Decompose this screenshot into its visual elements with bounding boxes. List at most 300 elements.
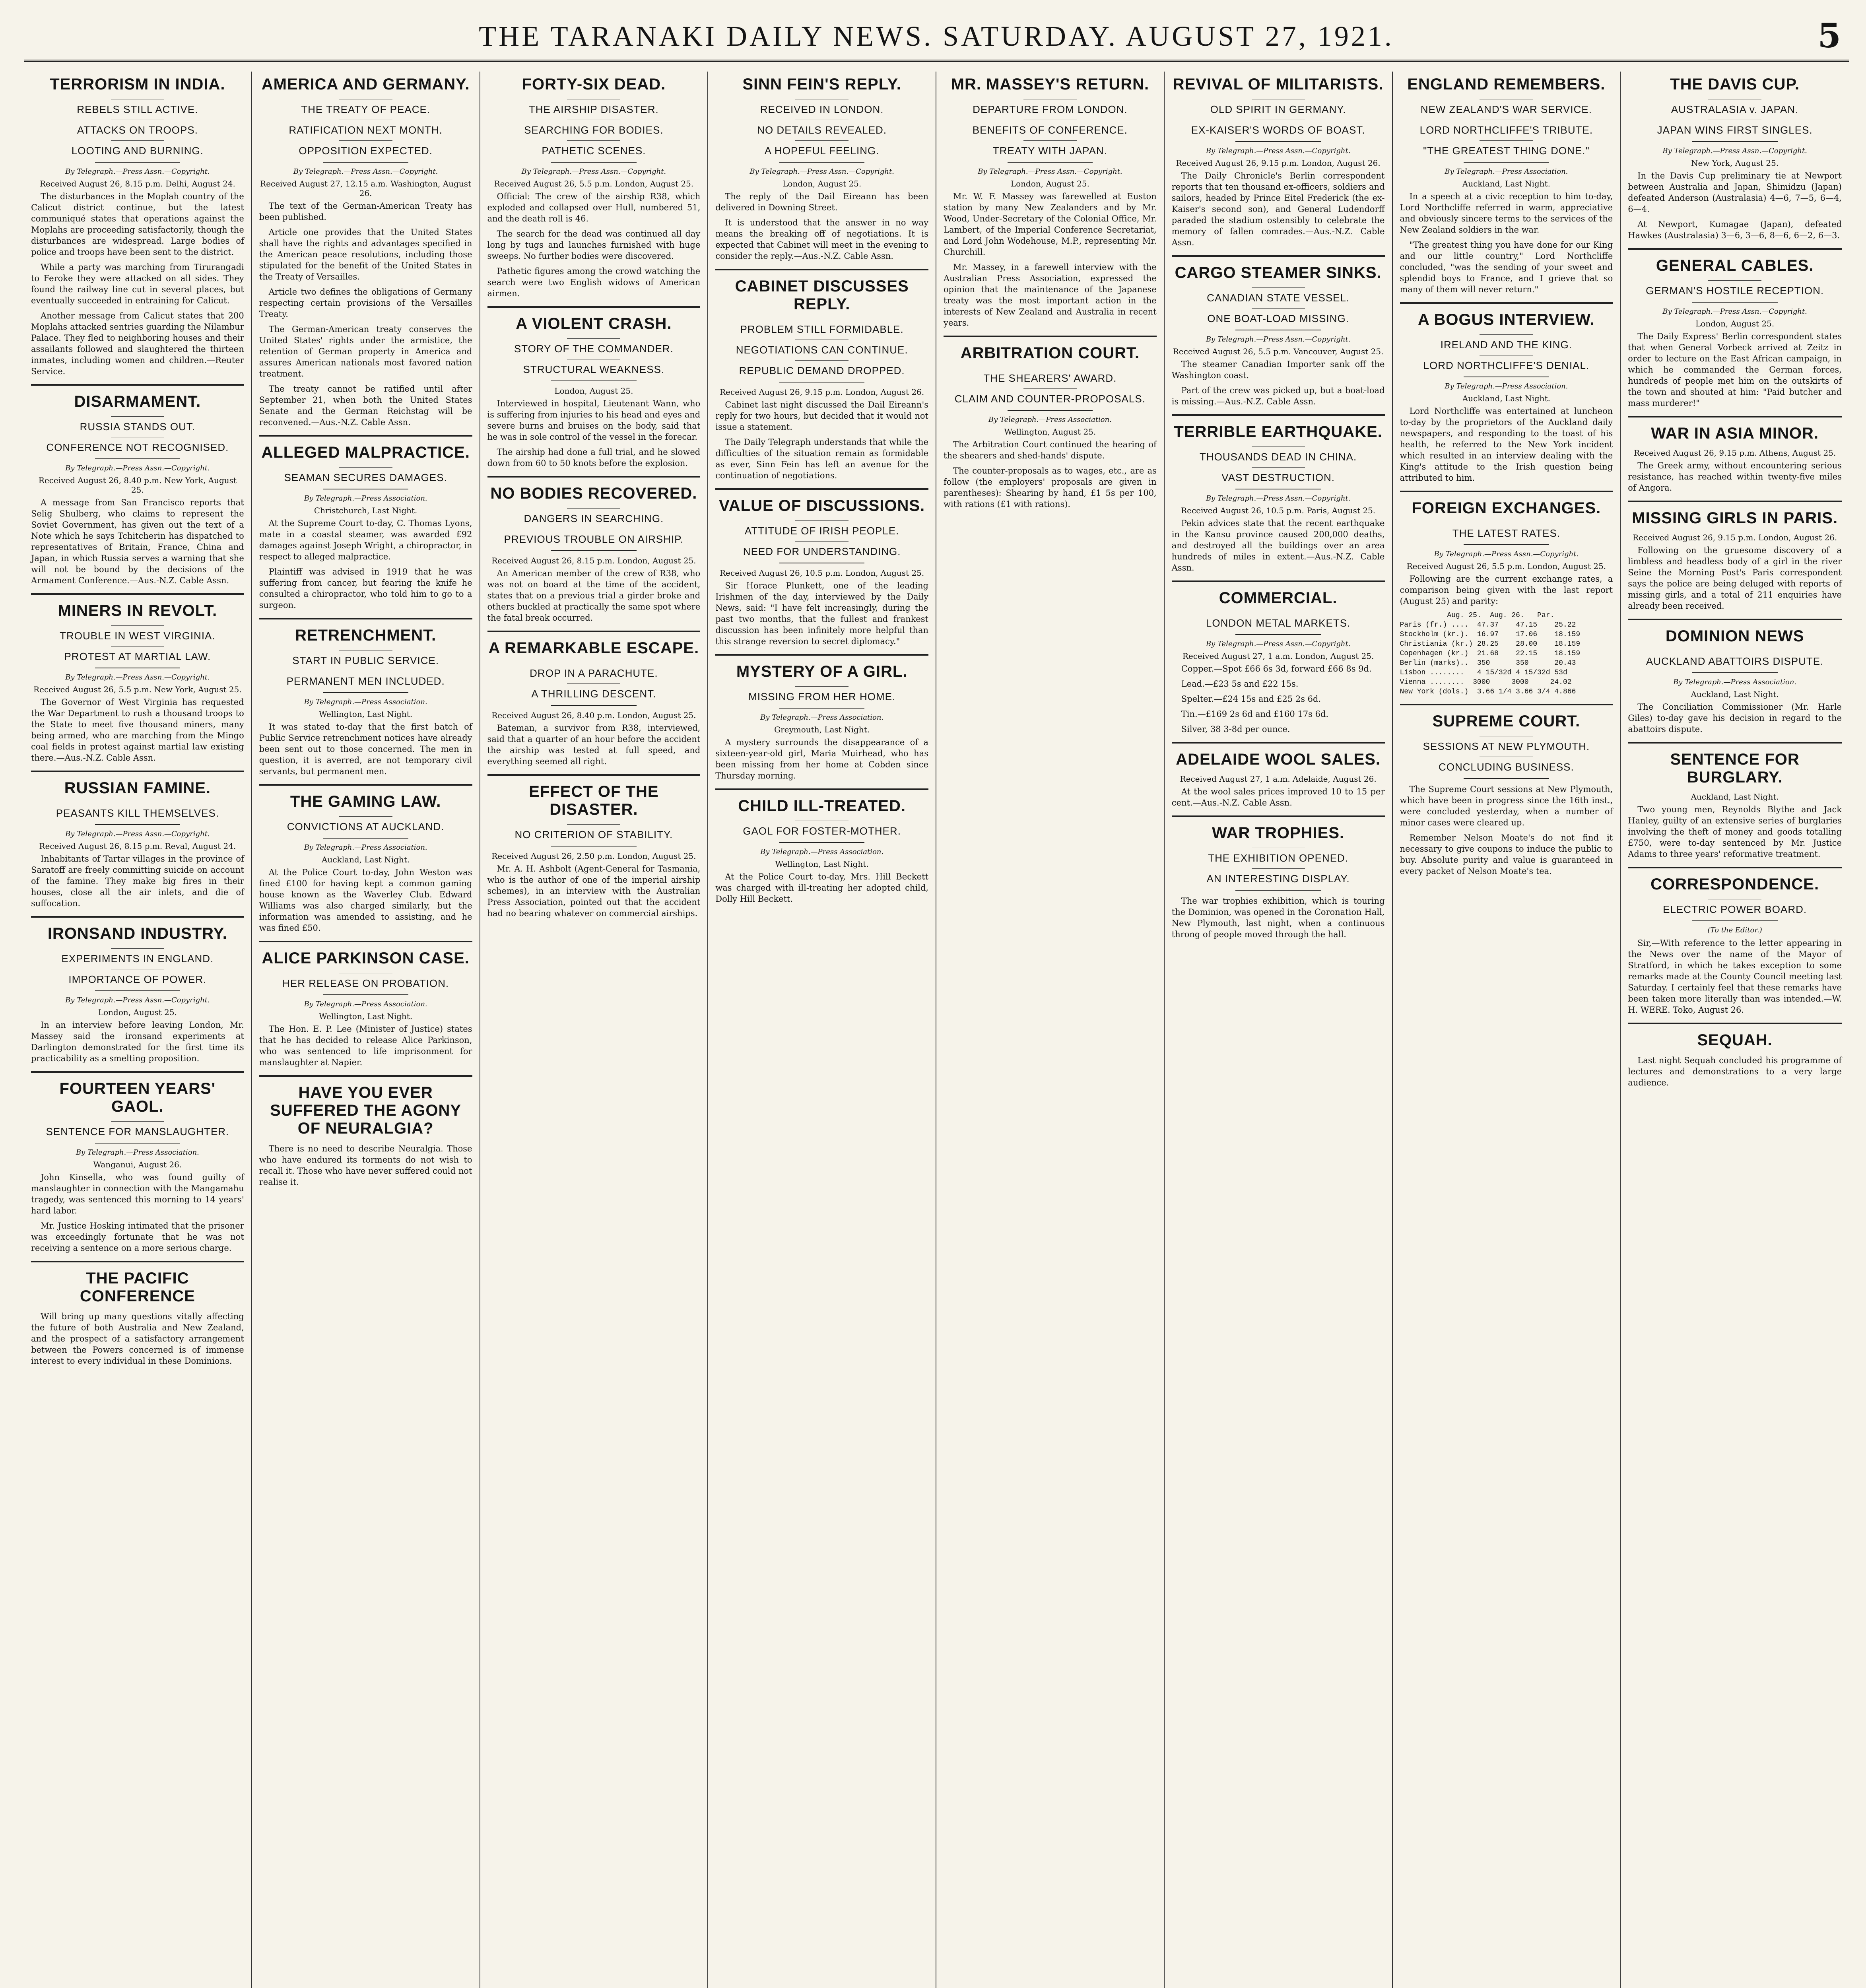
article (487, 476, 701, 623)
article (1628, 416, 1842, 493)
article (1172, 255, 1385, 407)
body-paragraph: Article two defines the obligations of Germany respecting certain provisions of the Versailles Treaty. (259, 287, 472, 319)
article-subheading: NO CRITERION OF STABILITY. (515, 829, 673, 841)
dateline: Received August 26, 5.5 p.m. London, August 25. (1406, 561, 1606, 571)
byline: By Telegraph.—Press Association. (76, 1148, 199, 1157)
article-headline: RUSSIAN FAMINE. (64, 779, 211, 797)
rule (1464, 162, 1549, 163)
section-divider (487, 306, 701, 308)
article-subheading: "THE GREATEST THING DONE." (1423, 145, 1590, 157)
article-subheading: AN INTERESTING DISPLAY. (1206, 873, 1350, 885)
section-divider (1172, 580, 1385, 582)
byline: By Telegraph.—Press Association. (760, 713, 884, 722)
section-divider (1628, 501, 1842, 502)
body-paragraph: Another message from Calicut states that 200 Moplahs attacked sentries guarding the Nilambur Palace. They fled to neighboring houses and their assailants followed and slaughtered the thirteen inmates, including women and children.—Reuter Service. (31, 311, 244, 376)
body-paragraph: Spelter.—£24 15s and £25 2s 6d. (1181, 694, 1321, 704)
article (487, 774, 701, 919)
body-paragraph: Lead.—£23 5s and £22 15s. (1181, 679, 1299, 689)
rule (567, 140, 620, 141)
section-divider (1628, 248, 1842, 250)
dateline: Auckland, Last Night. (1462, 179, 1550, 188)
article-headline: MISSING GIRLS IN PARIS. (1632, 509, 1838, 527)
body-paragraph: A message from San Francisco reports that Selig Shulberg, who claims to represent the Soviet Government, has given out the text of a Note which he says Tchitcherin has dispatched to representatives of Britain, France, China and Japan, in which Russia serves a warning that she will not be bound by the decisions of the Armament Conference.—Aus.-N.Z. Cable Assn. (31, 498, 244, 585)
article-subheading: THOUSANDS DEAD IN CHINA. (1199, 451, 1357, 463)
article (487, 76, 701, 299)
section-divider (1628, 416, 1842, 417)
byline: (To the Editor.) (1707, 926, 1762, 934)
article-subheading: THE AIRSHIP DISASTER. (528, 103, 659, 115)
column-1 (24, 72, 252, 1988)
article-subheading: NEW ZEALAND'S WAR SERVICE. (1420, 103, 1592, 115)
article-subheading: ONE BOAT-LOAD MISSING. (1207, 313, 1349, 324)
article-headline: A REMARKABLE ESCAPE. (488, 639, 699, 657)
article-subheading: STRUCTURAL WEAKNESS. (523, 363, 665, 375)
rule (779, 708, 864, 709)
dateline: Received August 27, 1 a.m. London, August 25. (1182, 651, 1374, 661)
body-paragraph: "The greatest thing you have done for our King and our little country," Lord Northcliffe concluded, "was the sending of your sweet and splendid boys to France, and I grieve that so many of them will never return." (1400, 240, 1613, 294)
section-divider (31, 916, 244, 918)
dateline: Received August 26, 9.15 p.m. London, August 26. (719, 387, 924, 397)
byline: By Telegraph.—Press Assn.—Copyright. (1206, 147, 1351, 155)
article-subheading: PEASANTS KILL THEMSELVES. (56, 807, 219, 819)
article-subheading: SEARCHING FOR BODIES. (524, 124, 664, 136)
body-paragraph: At the Police Court to-day, John Weston was fined £100 for having kept a common gaming house known as the Waverley Club. Edward Williams was also charged similarly, but the information was amended to assisting, and he was fined £50. (259, 868, 472, 933)
column-3 (480, 72, 709, 1988)
article (259, 784, 472, 934)
section-divider (259, 435, 472, 437)
rule (1023, 388, 1077, 389)
article-headline: IRONSAND INDUSTRY. (47, 925, 227, 942)
article-subheading: STORY OF THE COMMANDER. (514, 343, 674, 355)
section-divider (487, 774, 701, 776)
body-paragraph: Following on the gruesome discovery of a limbless and headless body of a girl in the river Seine the Morning Post's Paris correspondent says the police are being deluged with reports of missing girls, and a total of 211 enquiries have already been received. (1628, 546, 1842, 611)
article-subheading: OLD SPIRIT IN GERMANY. (1210, 103, 1346, 115)
rule (111, 140, 164, 141)
rule (1252, 467, 1305, 468)
body-paragraph: The reply of the Dail Eireann has been delivered in Downing Street. (715, 192, 928, 212)
body-paragraph: The Arbitration Court continued the hearing of the shearers and shed-hands' dispute. (944, 440, 1157, 460)
masthead (24, 16, 1849, 62)
byline: By Telegraph.—Press Association. (304, 698, 427, 706)
section-divider (1172, 414, 1385, 416)
rule (1480, 334, 1533, 335)
article-subheading: PROBLEM STILL FORMIDABLE. (740, 323, 904, 335)
body-paragraph: In the Davis Cup preliminary tie at Newport between Australia and Japan, Shimidzu (Japan) defeated Anderson (Australasia) 4—6, 7—5, 6—4, 6—4. (1628, 171, 1842, 214)
article-subheading: PATHETIC SCENES. (542, 145, 646, 157)
dateline: Auckland, Last Night. (1691, 689, 1779, 699)
rule (1464, 544, 1549, 545)
article (259, 1075, 472, 1188)
rule (1023, 140, 1077, 141)
article-headline: VALUE OF DISCUSSIONS. (719, 497, 925, 514)
article (31, 771, 244, 909)
rule (95, 458, 180, 459)
article-headline: COMMERCIAL. (1219, 589, 1338, 607)
dateline: New York, August 25. (1691, 158, 1779, 168)
article-subheading: CONVICTIONS AT AUCKLAND. (287, 821, 445, 833)
body-paragraph: While a party was marching from Tirurangadi to Feroke they were attacked on all sides. They found the railway line cut in several places, but eventually succeeded in entraining for Calicut. (31, 262, 244, 305)
article-subheading: OPPOSITION EXPECTED. (299, 145, 433, 157)
byline: By Telegraph.—Press Assn.—Copyright. (750, 167, 894, 176)
article (31, 1071, 244, 1254)
section-divider (715, 269, 928, 270)
article-subheading: AUCKLAND ABATTOIRS DISPUTE. (1646, 655, 1824, 667)
rule (1008, 162, 1093, 163)
article-headline: NO BODIES RECOVERED. (490, 485, 697, 502)
body-paragraph: Two young men, Reynolds Blythe and Jack Hanley, guilty of an extensive series of burglaries involving the theft of money and goods totalling £750, were to-day sentenced by Mr. Justice Adams to three years' reformative treatment. (1628, 805, 1842, 859)
article (1400, 302, 1613, 483)
article-subheading: VAST DESTRUCTION. (1221, 472, 1335, 483)
article (31, 916, 244, 1064)
body-paragraph: An American member of the crew of R38, who was not on board at the time of the accident, states that on a previous trial a girder broke and others buckled at practically the same spot where the fatal break occurred. (487, 569, 701, 623)
dateline: Wellington, Last Night. (319, 709, 413, 719)
article-subheading: DEPARTURE FROM LONDON. (973, 103, 1128, 115)
dateline: Received August 26, 9.15 p.m. Athens, August 25. (1633, 448, 1836, 458)
rule (1692, 672, 1778, 673)
section-divider (1400, 491, 1613, 492)
article-subheading: THE SHEARERS' AWARD. (983, 372, 1117, 384)
article-headline: WAR TROPHIES. (1212, 824, 1345, 842)
body-paragraph: At the Supreme Court to-day, C. Thomas Lyons, mate in a coastal steamer, was awarded £92 damages against Joseph Wright, a chiropractor, in respect to alleged malpractice. (259, 518, 472, 561)
dateline: Received August 26, 10.5 p.m. Paris, August 25. (1181, 506, 1376, 515)
article (1628, 76, 1842, 241)
article-subheading: PREVIOUS TROUBLE ON AIRSHIP. (504, 533, 684, 545)
article-headline: TERRIBLE EARTHQUAKE. (1174, 423, 1383, 441)
article-subheading: RATIFICATION NEXT MONTH. (289, 124, 443, 136)
section-divider (1400, 704, 1613, 705)
body-paragraph: The search for the dead was continued all day long by tugs and launches furnished with huge sweeps. No further bodies were discovered. (487, 229, 701, 261)
body-paragraph: Part of the crew was picked up, but a boat-load is missing.—Aus.-N.Z. Cable Assn. (1171, 386, 1385, 406)
rule (779, 162, 864, 163)
article-subheading: ATTITUDE OF IRISH PEOPLE. (744, 525, 899, 537)
body-paragraph: It was stated to-day that the first batch of Public Service retrenchment notices have already been sent out to those concerned. The men in question, it is averred, are not temporary civil servants, but permanent men. (259, 722, 472, 776)
article-subheading: TREATY WITH JAPAN. (992, 145, 1107, 157)
section-divider (1400, 302, 1613, 304)
article-subheading: AUSTRALASIA v. JAPAN. (1671, 103, 1799, 115)
article-subheading: DANGERS IN SEARCHING. (524, 513, 664, 524)
article-headline: CORRESPONDENCE. (1650, 876, 1819, 893)
article-headline: DISARMAMENT. (74, 393, 201, 410)
dateline: Greymouth, Last Night. (774, 725, 870, 734)
dateline: Wanganui, August 26. (93, 1160, 182, 1169)
article-subheading: GAOL FOR FOSTER-MOTHER. (743, 825, 901, 837)
section-divider (31, 1071, 244, 1073)
byline: By Telegraph.—Press Association. (1445, 167, 1568, 176)
article (31, 1261, 244, 1367)
dateline: Auckland, Last Night. (322, 855, 410, 864)
dateline: Received August 26, 9.15 p.m. London, August 26. (1632, 533, 1837, 542)
column-6 (1165, 72, 1393, 1988)
exchange-rates-table: Aug. 25. Aug. 26. Par. Paris (fr.) .... 47.37 47.15 25.22 Stockholm (kr.). 16.97 17.06 18.159 Christiania (kr.) 28.25 28.00 18.159 Copenhagen (kr.) 21.68 22.15 18.159 Berlin (marks).. 350 350 20.43 Lisbon ........ 4 15/32d 4 15/32d 53d Vienna ........ 3000 3000 24.02 New York (dols.) 3.66 1/4 3.66 3/4 4.866 (1400, 612, 1581, 696)
article-headline: ADELAIDE WOOL SALES. (1176, 751, 1381, 768)
rule (795, 140, 849, 141)
article-subheading: DROP IN A PARACHUTE. (530, 667, 658, 679)
article (1172, 815, 1385, 940)
rule (551, 705, 636, 706)
body-paragraph: The text of the German-American Treaty has been published. (259, 201, 472, 222)
article-headline: AMERICA AND GERMANY. (261, 76, 470, 93)
article-subheading: ELECTRIC POWER BOARD. (1663, 903, 1807, 915)
article-subheading: CANADIAN STATE VESSEL. (1207, 292, 1350, 304)
dateline: Auckland, Last Night. (1691, 792, 1779, 802)
column-4 (708, 72, 936, 1988)
dateline: London, August 25. (1695, 319, 1775, 328)
article-subheading: PERMANENT MEN INCLUDED. (286, 675, 445, 687)
section-divider (487, 631, 701, 632)
section-divider (715, 654, 928, 656)
section-divider (1628, 742, 1842, 744)
dateline: Received August 26, 8.40 p.m. New York, August 25. (38, 476, 237, 495)
rule (1480, 140, 1533, 141)
article (1172, 414, 1385, 573)
newspaper-title: THE TARANAKI DAILY NEWS. SATURDAY. AUGUST 27, 1921. (479, 20, 1394, 52)
article-subheading: LONDON METAL MARKETS. (1206, 617, 1351, 629)
dateline: Received August 26, 8.15 p.m. Reval, August 24. (39, 841, 236, 851)
article-subheading: HER RELEASE ON PROBATION. (282, 977, 449, 989)
rule (95, 162, 180, 163)
article (259, 76, 472, 428)
byline: By Telegraph.—Press Association. (304, 1000, 427, 1008)
article (715, 788, 928, 905)
rule (95, 824, 180, 825)
article-subheading: SEAMAN SECURES DAMAGES. (284, 472, 447, 483)
article-headline: EFFECT OF THE DISASTER. (529, 783, 659, 818)
article-subheading: NEGOTIATIONS CAN CONTINUE. (736, 344, 908, 356)
newspaper-columns (24, 72, 1849, 1988)
rule (1692, 302, 1778, 303)
article-headline: SINN FEIN'S REPLY. (742, 76, 901, 93)
article-headline: CABINET DISCUSSES REPLY. (735, 278, 909, 313)
rule (1252, 287, 1305, 288)
body-paragraph: In a speech at a civic reception to him to-day, Lord Northcliffe referred in warm, appreciative and obviously sincere terms to the services of the New Zealand soldiers in the war. (1400, 192, 1613, 235)
dateline: Christchurch, Last Night. (314, 506, 417, 515)
section-divider (1628, 619, 1842, 620)
article (715, 76, 928, 262)
article-headline: MYSTERY OF A GIRL. (736, 663, 908, 680)
body-paragraph: The Conciliation Commissioner (Mr. Harle Giles) to-day gave his decision in regard to the abattoirs dispute. (1628, 702, 1842, 734)
rule (111, 948, 164, 949)
byline: By Telegraph.—Press Association. (988, 415, 1112, 424)
article (1628, 248, 1842, 409)
byline: By Telegraph.—Press Association. (304, 843, 427, 852)
article-subheading: THE LATEST RATES. (1452, 527, 1561, 539)
rule (795, 686, 849, 687)
article-subheading: A HOPEFUL FEELING. (764, 145, 880, 157)
body-paragraph: Silver, 38 3-8d per ounce. (1181, 724, 1290, 734)
byline: By Telegraph.—Press Assn.—Copyright. (1206, 494, 1351, 503)
body-paragraph: The Hon. E. P. Lee (Minister of Justice) states that he has decided to release Alice Parkinson, who was sentenced to life imprisonment for manslaughter at Napier. (259, 1024, 472, 1067)
byline: By Telegraph.—Press Assn.—Copyright. (1206, 640, 1351, 648)
article-headline: SENTENCE FOR BURGLARY. (1670, 751, 1800, 786)
body-paragraph: Lord Northcliffe was entertained at luncheon to-day by the proprietors of the Auckland daily newspapers, and responding to the toast of his health, he referred to the New York incident which resulted in an interview dealing with the King's attitude to the Irish question being attributed to him. (1400, 406, 1613, 483)
article (715, 488, 928, 647)
rule (1692, 141, 1778, 142)
article-headline: A VIOLENT CRASH. (516, 315, 672, 332)
body-paragraph: The Daily Express' Berlin correspondent states that when General Vorbeck arrived at Zeitz in order to lecture on the East African campaign, in which he commanded the German forces, hundreds of people met him on the outskirts of the town and shouted at him: "Paid butcher and mass murderer!" (1628, 332, 1842, 408)
body-paragraph: Pathetic figures among the crowd watching the search were two English widows of American airmen. (487, 266, 701, 298)
article-subheading: IMPORTANCE OF POWER. (68, 973, 207, 985)
rule (551, 162, 636, 163)
article-headline: HAVE YOU EVER SUFFERED THE AGONY OF NEURALGIA? (270, 1084, 462, 1137)
article-subheading: CONFERENCE NOT RECOGNISED. (46, 441, 229, 453)
section-divider (1172, 255, 1385, 257)
rule (323, 838, 408, 839)
body-paragraph: Official: The crew of the airship R38, which exploded and collapsed over Hull, numbered 51, and the death roll is 46. (487, 192, 701, 223)
column-8 (1621, 72, 1849, 1988)
column-7 (1393, 72, 1621, 1988)
dateline: Received August 26, 8.40 p.m. London, August 25. (491, 711, 696, 720)
page-number: 5 (1817, 16, 1841, 55)
body-paragraph: Mr. Massey, in a farewell interview with the Australian Press Association, expressed the opinion that the maintenance of the Japanese treaty was the most important action in the interests of New Zealand and Australia in recent years. (944, 262, 1157, 328)
dateline: London, August 25. (554, 386, 633, 396)
rule (111, 1121, 164, 1122)
article-headline: FOURTEEN YEARS' GAOL. (59, 1080, 216, 1115)
body-paragraph: In an interview before leaving London, Mr. Massey said the ironsand experiments at Darlington demonstrated for the first time its practicability as a smelting proposition. (31, 1020, 244, 1063)
body-paragraph: Plaintiff was advised in 1919 that he was suffering from cancer, but fearing the knife he consulted a chiropractor, who told him to go to a surgeon. (259, 567, 472, 610)
article-subheading: GERMAN'S HOSTILE RECEPTION. (1646, 285, 1824, 297)
article-headline: GENERAL CABLES. (1656, 257, 1814, 274)
section-divider (1172, 742, 1385, 744)
rule (567, 508, 620, 509)
article (944, 76, 1157, 328)
byline: By Telegraph.—Press Association. (1445, 382, 1568, 390)
article (1400, 704, 1613, 877)
section-divider (487, 476, 701, 478)
article-headline: THE GAMING LAW. (290, 793, 441, 810)
body-paragraph: Mr. A. H. Ashbolt (Agent-General for Tasmania, who is the author of one of the imperial airship schemes), in an interview with the Australian Press Association, pointed out that the accident had no bearing whatever on commercial airships. (487, 864, 701, 918)
body-paragraph: The airship had done a full trial, and he slowed down from 60 to 50 knots before the explosion. (487, 447, 701, 468)
body-paragraph: Mr. W. F. Massey was farewelled at Euston station by many New Zealanders and by Mr. Wood, Under-Secretary of the Colonial Office, Mr. Lambert, of the Imperial Conference Secretariat, and Lord John Wodehouse, M.P., representing Mr. Churchill. (944, 192, 1157, 257)
article (1172, 742, 1385, 808)
article-subheading: PROTEST AT MARTIAL LAW. (64, 650, 211, 662)
dateline: Received August 26, 10.5 p.m. London, August 25. (719, 568, 924, 578)
body-paragraph: Sir Horace Plunkett, one of the leading Irishmen of the day, interviewed by the Daily News, said: "I have felt increasingly, during the past two months, that the fullest and frankest discussion has been infinitely more helpful than this strange reversion to secret diplomacy." (715, 581, 928, 646)
body-paragraph: Mr. Justice Hosking intimated that the prisoner was exceedingly fortunate that he was not receiving a sentence on a more serious charge. (31, 1221, 244, 1253)
article-headline: WAR IN ASIA MINOR. (1651, 425, 1819, 442)
article-subheading: SESSIONS AT NEW PLYMOUTH. (1423, 740, 1590, 752)
article-headline: ALLEGED MALPRACTICE. (261, 444, 470, 461)
body-paragraph: Following are the current exchange rates, a comparison being given with the last report (August 25) and parity: (1400, 574, 1613, 606)
rule (95, 990, 180, 991)
rule (1252, 308, 1305, 309)
body-paragraph: The Daily Telegraph understands that while the difficulties of the situation remain as formidable as ever, Sinn Fein has left an avenue for the continuation of negotiations. (715, 437, 928, 480)
body-paragraph: At the wool sales prices improved 10 to 15 per cent.—Aus.-N.Z. Cable Assn. (1171, 787, 1385, 808)
section-divider (31, 384, 244, 386)
article-subheading: EX-KAISER'S WORDS OF BOAST. (1191, 124, 1365, 136)
rule (1252, 868, 1305, 869)
body-paragraph: The steamer Canadian Importer sank off the Washington coast. (1171, 359, 1385, 380)
article-subheading: CLAIM AND COUNTER-PROPOSALS. (954, 393, 1146, 405)
byline: By Telegraph.—Press Assn.—Copyright. (65, 673, 210, 681)
dateline: Received August 26, 9.15 p.m. London, August 26. (1176, 158, 1381, 168)
article-headline: MR. MASSEY'S RETURN. (951, 76, 1150, 93)
article-subheading: MISSING FROM HER HOME. (748, 691, 896, 703)
rule (339, 140, 392, 141)
article-subheading: SENTENCE FOR MANSLAUGHTER. (46, 1126, 229, 1138)
byline: By Telegraph.—Press Assn.—Copyright. (978, 167, 1122, 176)
body-paragraph: At Newport, Kumagae (Japan), defeated Hawkes (Australasia) 3—6, 3—6, 8—6, 6—2, 6—3. (1628, 219, 1842, 240)
section-divider (1628, 867, 1842, 868)
body-paragraph: The German-American treaty conserves the United States' rights under the armistice, the retention of German property in America and assures American nationals most favored nation treatment. (259, 324, 472, 379)
rule (323, 692, 408, 693)
byline: By Telegraph.—Press Assn.—Copyright. (1662, 307, 1807, 316)
article (259, 941, 472, 1068)
article-subheading: A THRILLING DESCENT. (531, 688, 656, 700)
rule (779, 842, 864, 843)
article-subheading: THE EXHIBITION OPENED. (1208, 852, 1349, 864)
article (1628, 867, 1842, 1015)
article (1400, 76, 1613, 295)
body-paragraph: Remember Nelson Moate's do not find it necessary to give coupons to induce the public to buy. Absolute purity and value is guaranteed in every packet of Nelson Moate's tea. (1400, 833, 1613, 876)
article (1628, 742, 1842, 860)
rule (1235, 890, 1320, 891)
body-paragraph: Cabinet last night discussed the Dail Eireann's reply for two hours, but decided that it would not issue a statement. (715, 400, 928, 432)
dateline: Received August 26, 8.15 p.m. London, August 25. (491, 556, 696, 565)
article (487, 631, 701, 767)
body-paragraph: The disturbances in the Moplah country of the Calicut district continue, but the latest communiqué states that operations against the Moplahs are proceeding satisfactorily, though the disturbances are widespread. Large bodies of police and troops have been sent to the district. (31, 192, 244, 257)
section-divider (715, 788, 928, 790)
body-paragraph: There is no need to describe Neuralgia. Those who have endured its torments do not wish to recall it. Those who have never suffered could not realise it. (259, 1144, 472, 1187)
article-headline: CARGO STEAMER SINKS. (1175, 264, 1382, 282)
article-headline: RETRENCHMENT. (295, 627, 437, 644)
article-subheading: RUSSIA STANDS OUT. (80, 421, 196, 433)
article-subheading: REBELS STILL ACTIVE. (77, 103, 198, 115)
article-headline: CHILD ILL-TREATED. (738, 797, 906, 815)
rule (1235, 634, 1320, 635)
body-paragraph: Last night Sequah concluded his programme of lectures and demonstrations to a very large audience. (1628, 1056, 1842, 1087)
body-paragraph: Article one provides that the United States shall have the rights and advantages specified in the American peace resolutions, including those stipulated for the benefit of the United States in the Treaty of Versailles. (259, 227, 472, 282)
body-paragraph: The treaty cannot be ratified until after September 21, when both the United States Senate and the German Reichstag will be reconvened.—Aus.-N.Z. Cable Assn. (259, 384, 472, 427)
body-paragraph: Sir,—With reference to the letter appearing in the News over the name of the Mayor of Stratford, in which he takes exception to some remarks made at the County Council meeting last Saturday. I certainly feel that these remarks have been taken more literally than was intended.—W. H. WERE. Toko, August 26. (1628, 938, 1842, 1015)
article (259, 618, 472, 777)
rule (111, 416, 164, 417)
article (31, 384, 244, 586)
dateline: Received August 27, 1 a.m. Adelaide, August 26. (1180, 774, 1377, 784)
rule (323, 162, 408, 163)
dateline: Auckland, Last Night. (1462, 394, 1550, 403)
article-headline: ALICE PARKINSON CASE. (262, 949, 470, 967)
rule (1464, 778, 1549, 779)
byline: By Telegraph.—Press Association. (304, 494, 427, 503)
dateline: London, August 25. (783, 179, 862, 188)
dateline: Received August 27, 12.15 a.m. Washington, August 26. (260, 179, 472, 198)
body-paragraph: The Greek army, without encountering serious resistance, has reached within twenty-five miles of Angora. (1628, 461, 1842, 493)
body-paragraph: The Governor of West Virginia has requested the War Department to rush a thousand troops to the State to meet five thousand miners, many being armed, who are marching from the Mingo coal fields in protest against martial law existing there.—Aus.-N.Z. Cable Assn. (31, 697, 244, 763)
body-paragraph: The Daily Chronicle's Berlin correspondent reports that ten thousand ex-officers, soldiers and sailors, headed by Prince Eitel Frederick (the ex-Kaiser's second son), and General Ludendorff paraded the stadium ostensibly to celebrate the memory of fallen comrades.—Aus.-N.Z. Cable Assn. (1171, 171, 1385, 247)
article-headline: SEQUAH. (1697, 1031, 1773, 1049)
byline: By Telegraph.—Press Assn.—Copyright. (65, 830, 210, 838)
dateline: Wellington, Last Night. (319, 1011, 413, 1021)
article-subheading: JAPAN WINS FIRST SINGLES. (1657, 124, 1813, 136)
rule (567, 824, 620, 825)
body-paragraph: The Supreme Court sessions at New Plymouth, which have been in progress since the 16th inst., were concluded yesterday, when a number of minor cases were cleared up. (1400, 784, 1613, 827)
section-divider (259, 941, 472, 942)
article-subheading: TROUBLE IN WEST VIRGINIA. (60, 630, 216, 642)
article-subheading: ATTACKS ON TROOPS. (77, 124, 198, 136)
section-divider (31, 771, 244, 772)
rule (1708, 280, 1761, 281)
rule (795, 541, 849, 542)
article-headline: ARBITRATION COURT. (960, 344, 1140, 362)
section-divider (259, 784, 472, 786)
article (1628, 1023, 1842, 1088)
article (1172, 580, 1385, 735)
article (31, 593, 244, 763)
body-paragraph: It is understood that the answer in no way means the breaking off of negotiations. It is expected that Cabinet will meet in the evening to consider the reply.—Aus.-N.Z. Cable Assn. (715, 218, 928, 261)
section-divider (1628, 1023, 1842, 1024)
column-2 (252, 72, 480, 1988)
article (1628, 619, 1842, 735)
